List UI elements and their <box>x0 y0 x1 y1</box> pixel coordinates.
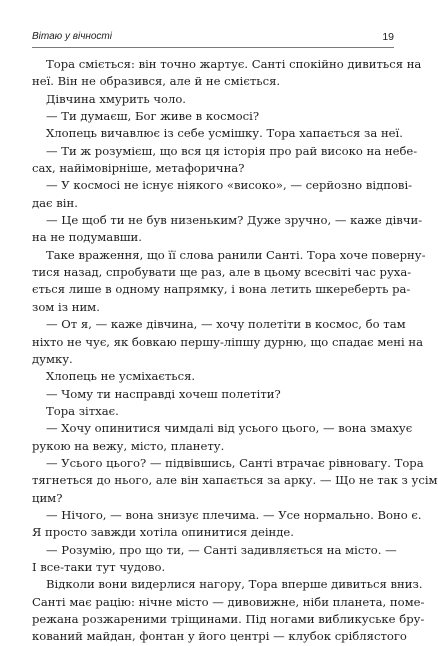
text-line: неї. Він не образився, але й не сміється. <box>32 74 281 89</box>
header-divider <box>32 47 394 48</box>
running-title: Вітаю у вічності <box>32 31 112 42</box>
text-line: — У космосі не існує ніякого «високо», — серйозно відпові- <box>46 178 413 193</box>
page-header <box>32 31 394 45</box>
text-line: ється лише в одному напрямку, і вона летить шкереберть ра- <box>32 282 411 297</box>
text-line: — Ти ж розумієш, що вся ця історія про рай високо на небе- <box>46 143 418 158</box>
text-line: Дівчина хмурить чоло. <box>46 91 186 106</box>
text-line: рукою на вежу, місто, планету. <box>32 438 225 453</box>
text-line: зом із ним. <box>32 299 100 314</box>
text-line: — От я, — каже дівчина, — хочу полетіти в космос, бо там <box>46 317 406 332</box>
text-line: — Усього цього? — підвівшись, Санті втрачає рівновагу. Тора <box>46 455 424 470</box>
text-line: цим? <box>32 490 63 505</box>
text-line: Хлопець вичавлює із себе усмішку. Тора хапається за неї. <box>46 126 403 141</box>
text-line: — Хочу опинитися чимдалі від усього цього, — вона змахує <box>46 421 413 436</box>
text-line: ніхто не чує, як бовкаю першу-ліпшу дурню, що спадає мені на <box>32 334 423 349</box>
page-number: 19 <box>382 31 394 43</box>
text-line: режана розжареними тріщинами. Під ногами вибликуське бру- <box>32 612 425 626</box>
text-line: Тора сміється: він точно жартує. Санті спокійно дивиться на <box>46 57 422 71</box>
text-line: на не подумавши. <box>32 230 142 245</box>
text-line: Хлопець не усміхається. <box>46 369 196 384</box>
text-line: — Нічого, — вона знизує плечима. — Усе нормально. Воно є. <box>46 507 422 522</box>
text-line: — Ти думаєш, Бог живе в космосі? <box>46 109 260 124</box>
text-line: Санті має рацію: нічне місто — дивовижне, ніби планета, поме- <box>32 594 425 609</box>
text-line: І все-таки тут чудово. <box>32 559 166 574</box>
text-line: тягнеться до нього, але він хапається за арку. — Що не так з усім <box>32 473 438 488</box>
text-line: Відколи вони видерлися нагору, Тора вперше дивиться вниз. <box>46 577 423 592</box>
text-line: думку. <box>32 351 73 366</box>
text-line: сах, найімовірніше, метафорична? <box>32 161 245 176</box>
text-line: дає він. <box>32 195 78 210</box>
text-line: тися назад, спробувати ще раз, але в цьому всесвіті час руха- <box>32 265 412 280</box>
text-line: — Розумію, про що ти, — Санті задивляється на місто. — <box>46 542 397 557</box>
text-line: кований майдан, фонтан у його центрі — клубок сріблястого <box>32 629 407 644</box>
body-text <box>32 56 438 646</box>
text-line: Таке враження, що її слова ранили Санті. Тора хоче поверну- <box>46 247 426 262</box>
text-line: — Це щоб ти не був низеньким? Дуже зручно, — каже дівчи- <box>46 213 423 228</box>
text-line: — Чому ти насправді хочеш полетіти? <box>46 386 281 401</box>
text-line: Я просто завжди хотіла опинитися деінде. <box>32 525 294 540</box>
text-line: Тора зітхає. <box>46 403 119 418</box>
